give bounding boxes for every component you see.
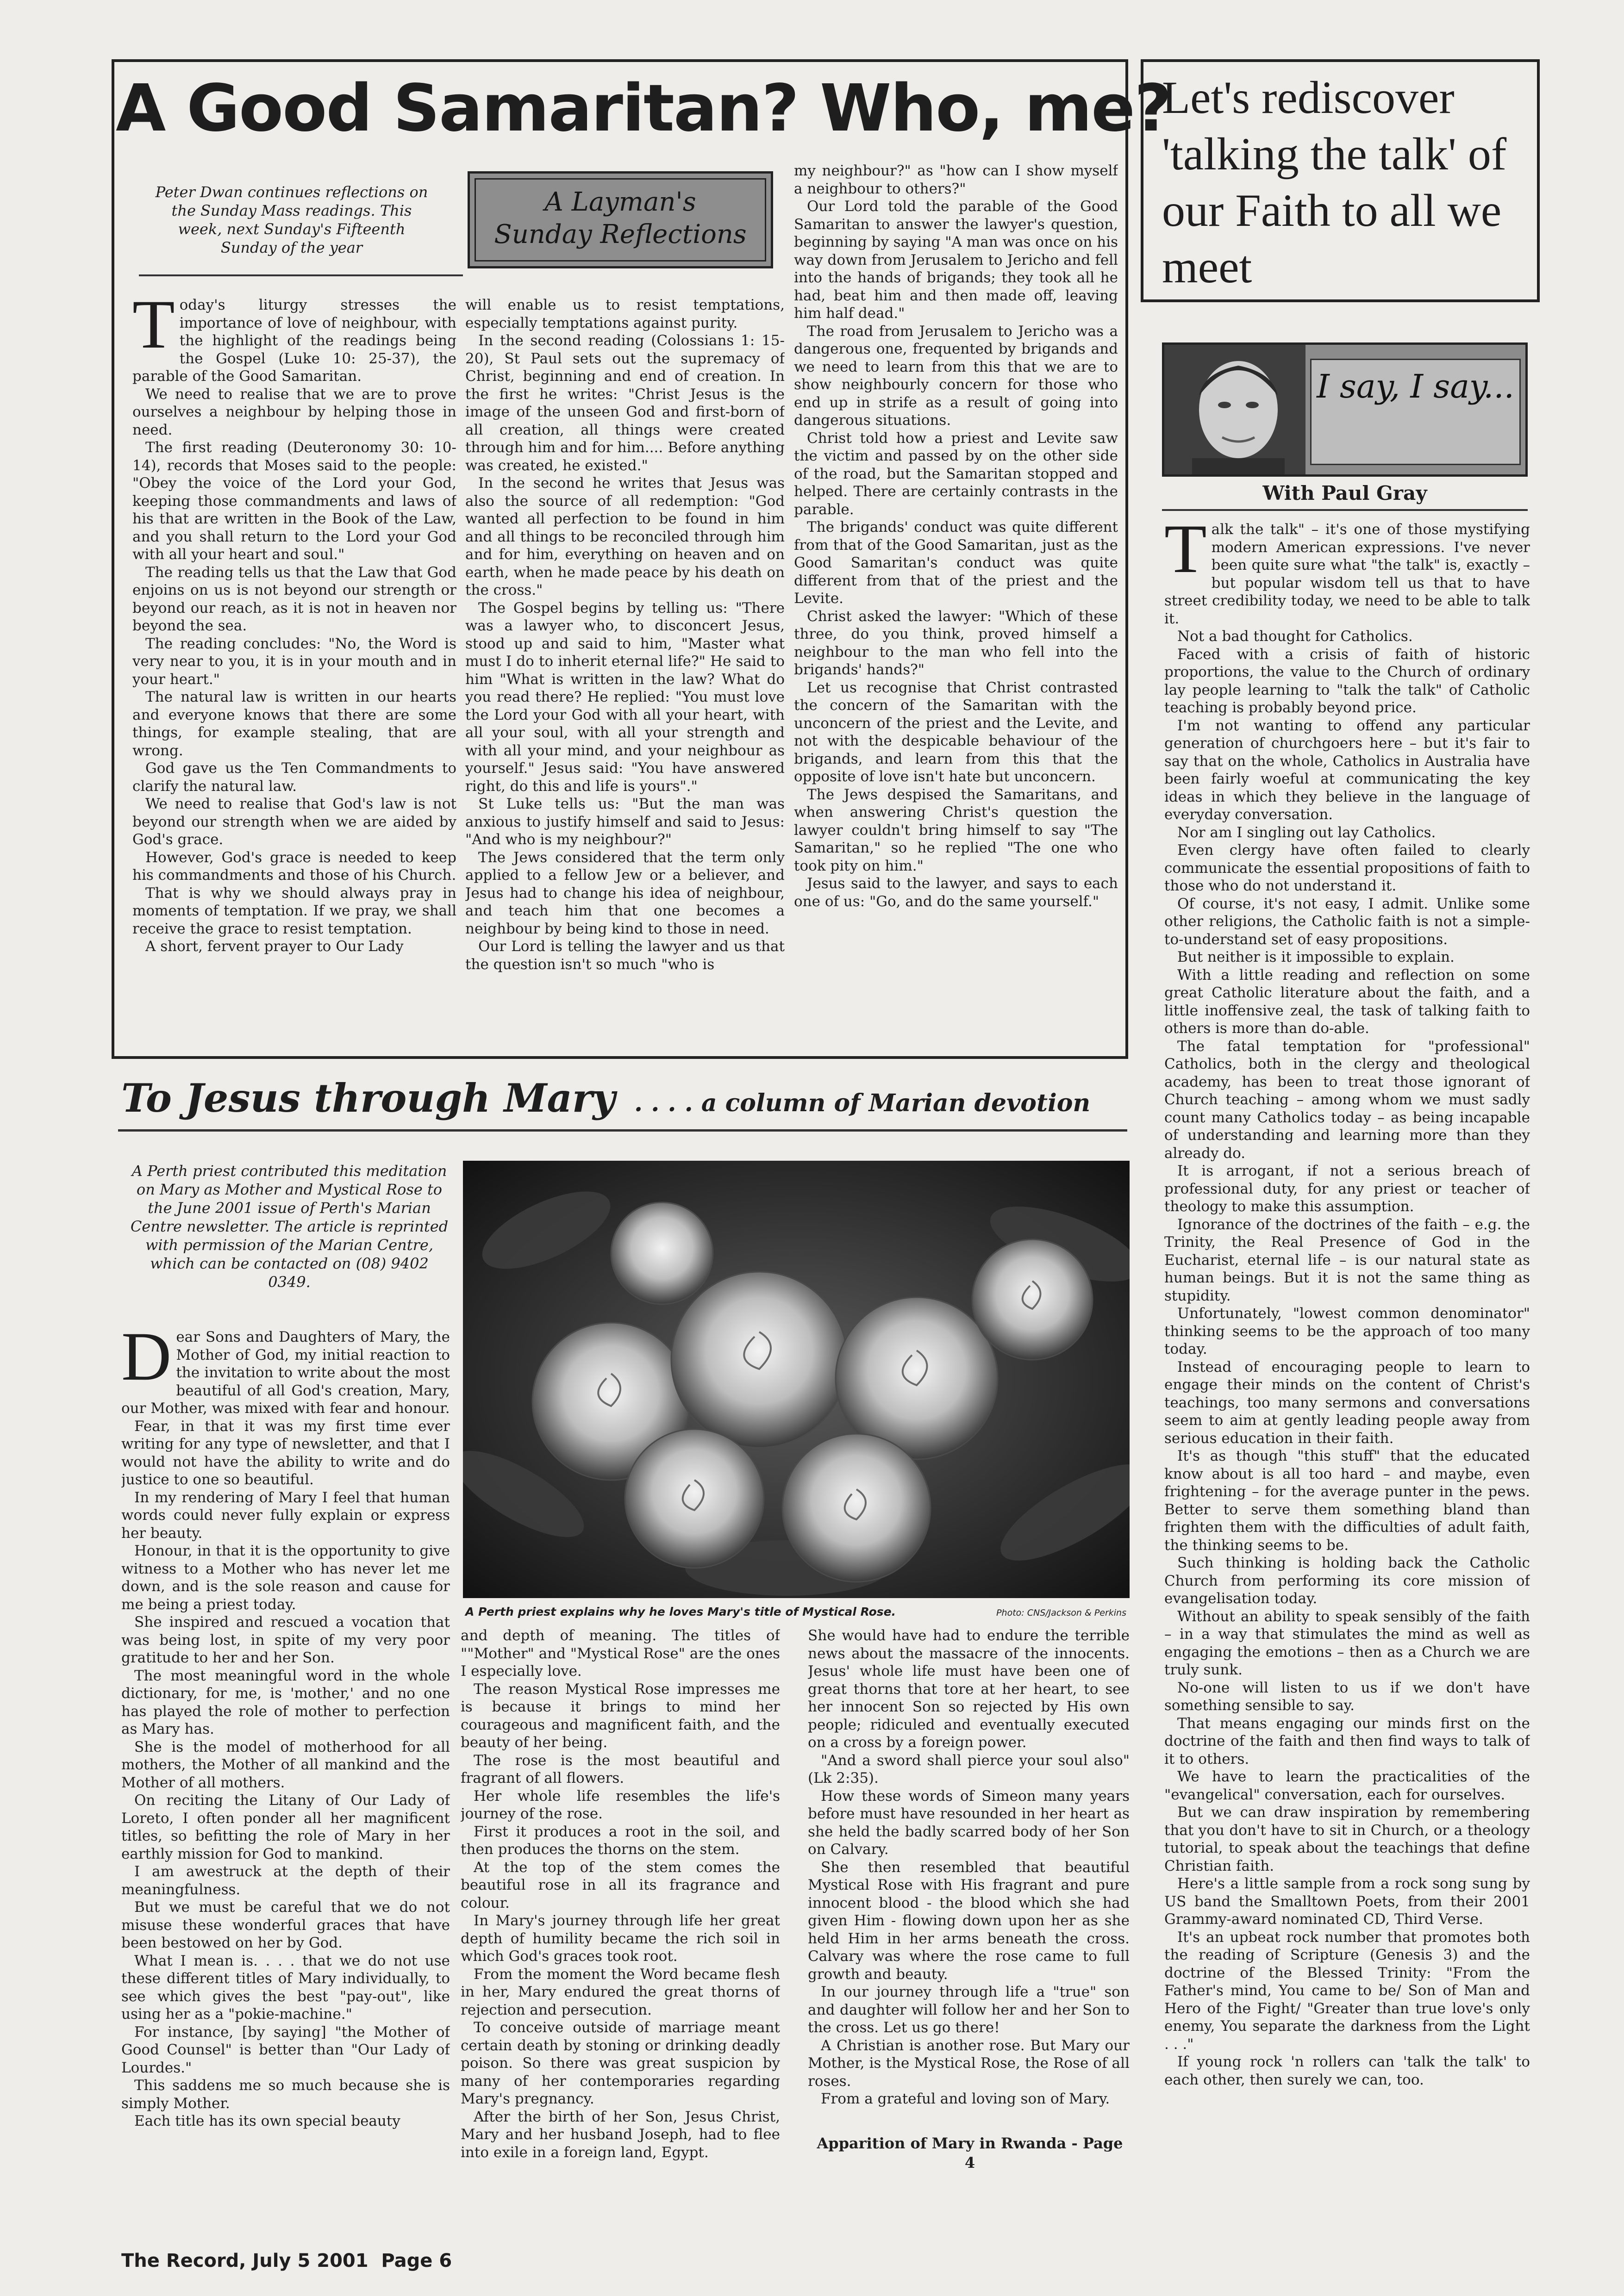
- paragraph: What I mean is. . . . that we do not use these different titles of Mary individually, to see which gives the best "pay-out", like using her as a "pokie-machine.": [121, 1952, 450, 2022]
- badge-line2: Sunday Reflections: [494, 219, 747, 249]
- paragraph: Christ asked the lawyer: "Which of these three, do you think, proved himself a neighbour to the man who fell into the brigands' hands?": [794, 608, 1118, 678]
- paragraph: Without an ability to speak sensibly of the faith – in a way that stimulates the mind as well as engaging the emotions – then as a Church we are truly sunk.: [1164, 1608, 1530, 1678]
- paragraph: The reason Mystical Rose impresses me is because it brings to mind her courageous and magnificent faith, and the beauty of her being.: [461, 1680, 780, 1751]
- paragraph: For instance, [by saying] "the Mother of Good Counsel" is better than "Our Lady of Lourdes.": [121, 2023, 450, 2076]
- paragraph: Nor am I singling out lay Catholics.: [1177, 824, 1436, 841]
- paragraph: The most meaningful word in the whole dictionary, for me, is 'mother,' and no one has played the role of mother to perfection as Mary has.: [121, 1667, 450, 1737]
- samaritan-headline: A Good Samaritan? Who, me?: [116, 71, 1171, 146]
- paragraph: St Luke tells us: "But the man was anxious to justify himself and said to Jesus: "And who is my neighbour?": [465, 796, 785, 848]
- paragraph: From the moment the Word became flesh in her, Mary endured the great thorns of rejection and persecution.: [461, 1966, 780, 2018]
- author-portrait: [1164, 345, 1305, 474]
- paragraph: Such thinking is holding back the Catholic Church from performing its core mission of evangelisation today.: [1164, 1555, 1530, 1607]
- paragraph: After the birth of her Son, Jesus Christ, Mary and her husband Joseph, had to flee into exile in a foreign land, Egypt.: [461, 2108, 780, 2161]
- samaritan-dropcap: T: [132, 296, 175, 363]
- paragraph: ear Sons and Daughters of Mary, the Mother of God, my initial reaction to the invitation to write about the most beautiful of all God's creation, Mary, our Mother, was mixed with fear and honour.: [121, 1329, 450, 1417]
- paragraph: In the second he writes that Jesus was also the source of all redemption: "God wanted all perfection to be found in him and all things to be reconciled through him and for him, everything on heaven and on earth, when he made peace by his death on the cross.": [465, 475, 785, 598]
- author-photo: [1164, 345, 1305, 474]
- paragraph: I am awestruck at the depth of their meaningfulness.: [121, 1863, 450, 1898]
- paragraph: To conceive outside of marriage meant certain death by stoning or drinking deadly poison. So there was great suspicion by many of her contemporaries regarding Mary's pregnancy.: [461, 2019, 780, 2107]
- paragraph: Fear, in that it was my first time ever writing for any type of newsletter, and that I would not have the ability to write and do justice to one so beautiful.: [121, 1418, 450, 1488]
- paragraph: Instead of encouraging people to learn to engage their minds on the content of Christ's teachings, too many sermons and conversations seem to aim at gently leading people away from serious education in their faith.: [1164, 1358, 1530, 1447]
- marian-intro: A Perth priest contributed this meditation on Mary as Mother and Mystical Rose to the June 2001 issue of Perth's Marian Centre newsletter. The article is reprinted with permission of the Marian Centre, which can be contacted on (08) 9402 0349.: [130, 1162, 449, 1291]
- samaritan-column-1: [132, 296, 456, 1055]
- talk-body: [1164, 521, 1530, 2224]
- paragraph: She is the model of motherhood for all mothers, the Mother of all mankind and the Mother of all mothers.: [121, 1738, 450, 1791]
- paragraph: If young rock 'n rollers can 'talk the talk' to each other, then surely we can, too.: [1164, 2053, 1530, 2088]
- paragraph: A short, fervent prayer to Our Lady: [145, 938, 404, 955]
- paragraph: It is arrogant, if not a serious breach of professional duty, for any priest or teacher of theology to make this assumption.: [1164, 1163, 1530, 1215]
- paragraph: That means engaging our minds first on the doctrine of the faith and then find ways to talk of it to others.: [1164, 1715, 1530, 1767]
- samaritan-intro: Peter Dwan continues reflections on the Sunday Mass readings. This week, next Sunday's Fifteenth Sunday of the year: [155, 183, 428, 256]
- paragraph: The Gospel begins by telling us: "There was a lawyer who, to disconcert Jesus, stood up and said to him, "Master what must I do to inherit eternal life?" He said to him "What is written in the law? What do you read there? He replied: "You must love the Lord your God with all your heart, with all your soul, with all your strength and with all your mind, and your neighbour as yourself." Jesus said: "You have answered right, do this and life is yours".": [465, 599, 785, 795]
- paragraph: The natural law is written in our hearts and everyone knows that there are some things, for example stealing, that are wrong.: [132, 689, 456, 759]
- marian-headline-rule: [118, 1129, 1127, 1132]
- talk-dropcap: T: [1164, 521, 1207, 587]
- continued-reference: Apparition of Mary in Rwanda - Page 4: [817, 2134, 1123, 2172]
- paragraph: We have to learn the practicalities of the "evangelical" conversation, each for ourselves.: [1164, 1768, 1530, 1803]
- photo-caption: A Perth priest explains why he loves Mary's title of Mystical Rose.: [465, 1605, 896, 1618]
- paragraph: Christ told how a priest and Levite saw the victim and passed by on the other side of the road, but the Samaritan stopped and helped. There are certainly contrasts in the parable.: [794, 429, 1118, 518]
- paragraph: Jesus said to the lawyer, and says to each one of us: "Go, and do the same yourself.": [794, 875, 1118, 910]
- paragraph: "And a sword shall pierce your soul also" (Lk 2:35).: [808, 1752, 1130, 1786]
- paragraph: In Mary's journey through life her great depth of humility became the rich soil in which God's graces took root.: [461, 1912, 780, 1965]
- paragraph: Of course, it's not easy, I admit. Unlike some other religions, the Catholic faith is not a simple-to-understand set of easy propositions.: [1164, 895, 1530, 948]
- paragraph: But we must be careful that we do not misuse these wonderful graces that have been bestowed on her by God.: [121, 1899, 450, 1951]
- paragraph: will enable us to resist temptations, especially temptations against purity.: [465, 297, 785, 331]
- paragraph: The brigands' conduct was quite different from that of the Good Samaritan, just as the Good Samaritan's conduct was quite different from that of the priest and the Levite.: [794, 519, 1118, 607]
- talk-headline: Let's rediscover 'talking the talk' of our Faith to all we meet: [1162, 72, 1507, 292]
- paragraph: First it produces a root in the soil, and then produces the thorns on the stem.: [461, 1823, 780, 1858]
- paragraph: It's as though "this stuff" that the educated know about is all too hard – and maybe, even frightening – for the average punter in the pews. Better to serve them something bland than frighten them with the difficulties of adult faith, the thinking seems to be.: [1164, 1448, 1530, 1554]
- paragraph: Each title has its own special beauty: [134, 2113, 400, 2129]
- paragraph: We need to realise that we are to prove ourselves a neighbour by helping those in need.: [132, 386, 456, 438]
- paragraph: Faced with a crisis of faith of historic proportions, the value to the Church of ordinary lay people learning to "talk the talk" of Catholic teaching is probably beyond price.: [1164, 646, 1530, 716]
- paragraph: She would have had to endure the terrible news about the massacre of the innocents. Jesus' whole life must have been one of great thorns that tore at her heart, to see her innocent Son so rejected by His own people; ridiculed and eventually executed on a cross by a foreign power.: [808, 1627, 1130, 1751]
- marian-column-2: [461, 1627, 780, 2245]
- marian-column-1: [121, 1328, 450, 2245]
- talk-byline: With Paul Gray: [1262, 482, 1427, 504]
- paragraph: She then resembled that beautiful Mystical Rose with His fragrant and pure innocent blood - the blood which she had given Him - flowing down upon her as she held Him in her arms beneath the cross. Calvary was where the rose came to full growth and beauty.: [808, 1859, 1130, 1983]
- paragraph: But we can draw inspiration by remembering that you don't have to sit in Church, or a theology tutorial, to speak about the teachings that define Christian faith.: [1164, 1804, 1530, 1874]
- paragraph: Let us recognise that Christ contrasted the concern of the Samaritan with the unconcern of the priest and the Levite, and not with the despicable behaviour of the brigands, and learn from this that the opposite of love isn't hate but unconcern.: [794, 679, 1118, 785]
- paragraph: In my rendering of Mary I feel that human words could never fully explain or express her beauty.: [121, 1489, 450, 1542]
- badge-line1: A Layman's: [544, 187, 696, 217]
- paragraph: It's an upbeat rock number that promotes both the reading of Scripture (Genesis 3) and the doctrine of the Blessed Trinity: "From the Father's mind, You came to be/ Son of Man and Hero of the Fight/ "Greater than true love's only enemy, You separate the darkness from the Light . . .": [1164, 1929, 1530, 2053]
- samaritan-intro-rule: [139, 274, 463, 276]
- paragraph: The reading tells us that the Law that God enjoins on us is not beyond our strength or beyond our reach, as it is not in heaven nor beyond the sea.: [132, 564, 456, 634]
- rose-photo: [463, 1161, 1130, 1598]
- paragraph: alk the talk" – it's one of those mystifying modern American expressions. I've never been quite sure what "the talk" is, exactly – but popular wisdom tell us that to have street credibility today, we need to be able to talk it.: [1164, 521, 1530, 627]
- paragraph: At the top of the stem comes the beautiful rose in all its fragrance and colour.: [461, 1859, 780, 1911]
- paragraph: How these words of Simeon many years before must have resounded in her heart as she held the badly scarred body of her Son on Calvary.: [808, 1787, 1130, 1858]
- paragraph: Not a bad thought for Catholics.: [1177, 628, 1413, 645]
- paragraph: No-one will listen to us if we don't have something sensible to say.: [1164, 1679, 1530, 1714]
- paragraph: The fatal temptation for "professional" Catholics, both in the clergy and theological academy, has been to treat those ignorant of Church teaching – among whom we must sadly count many Catholics today – as being incapable of understanding and learning more than they already do.: [1164, 1038, 1530, 1162]
- marian-subhead: . . . . a column of Marian devotion: [634, 1089, 1091, 1117]
- rose-image: [463, 1161, 1130, 1598]
- marian-dropcap: D: [121, 1328, 172, 1395]
- paragraph: We need to realise that God's law is not beyond our strength when we are aided by God's grace.: [132, 796, 456, 848]
- paragraph: I'm not wanting to offend any particular generation of churchgoers here – but it's fair to say that on the whole, Catholics in Australia have been fairly woeful at communicating the key ideas in which they believe in the language of everyday conversation.: [1164, 717, 1530, 823]
- talk-byline-rule: [1162, 509, 1528, 511]
- paragraph: In our journey through life a "true" son and daughter will follow her and her Son to the cross. Let us go there!: [808, 1984, 1130, 2036]
- paragraph: This saddens me so much because she is simply Mother.: [121, 2077, 450, 2112]
- paragraph: Even clergy have often failed to clearly communicate the essential propositions of faith to those who do not understand it.: [1164, 842, 1530, 894]
- photo-credit: Photo: CNS/Jackson & Perkins: [996, 1608, 1126, 1618]
- paragraph: The reading concludes: "No, the Word is very near to you, it is in your mouth and in your heart.": [132, 635, 456, 688]
- paragraph: Unfortunately, "lowest common denominator" thinking seems to be the approach of too many today.: [1164, 1305, 1530, 1357]
- paragraph: my neighbour?" as "how can I show myself a neighbour to others?": [794, 162, 1118, 197]
- paragraph: Her whole life resembles the life's journey of the rose.: [461, 1787, 780, 1822]
- samaritan-column-2: [465, 296, 785, 1055]
- talk-badge: [1162, 342, 1528, 477]
- badge-text: I say, I say...: [1310, 359, 1521, 465]
- paragraph: But neither is it impossible to explain.: [1177, 949, 1455, 965]
- paragraph: Here's a little sample from a rock song sung by US band the Smalltown Poets, from their 2001 Grammy-award nominated CD, Third Verse.: [1164, 1875, 1530, 1928]
- paragraph: On reciting the Litany of Our Lady of Loreto, I often ponder all her magnificent titles, so befitting the role of Mary in her earthly mission for God to mankind.: [121, 1792, 450, 1862]
- paragraph: The rose is the most beautiful and fragrant of all flowers.: [461, 1752, 780, 1786]
- samaritan-badge: [468, 171, 773, 268]
- paragraph: God gave us the Ten Commandments to clarify the natural law.: [132, 760, 456, 795]
- page-footer: The Record, July 5 2001 Page 6: [121, 2250, 452, 2271]
- paragraph: She inspired and rescued a vocation that was being lost, in spite of my very poor gratitude to her and her Son.: [121, 1614, 450, 1666]
- paragraph: The Jews considered that the term only applied to a fellow Jew or a believer, and Jesus had to change his idea of neighbour, and teach him that one becomes a neighbour by being kind to those in need.: [465, 849, 785, 937]
- paragraph: oday's liturgy stresses the importance of love of neighbour, with the highlight of the readings being the Gospel (Luke 10: 25-37), the parable of the Good Samaritan.: [132, 297, 456, 385]
- samaritan-column-3: [794, 162, 1118, 1055]
- paragraph: and depth of meaning. The titles of ""Mother" and "Mystical Rose" are the ones I especially love.: [461, 1627, 780, 1680]
- marian-column-3: [808, 1627, 1130, 2131]
- paragraph: The Jews despised the Samaritans, and when answering Christ's question the lawyer couldn't bring himself to say "The Samaritan," so he replied "The one who took pity on him.": [794, 786, 1118, 874]
- paragraph: Our Lord told the parable of the Good Samaritan to answer the lawyer's question, beginning by saying "A man was once on his way down from Jerusalem to Jericho and fell into the hands of brigands; they took all he had, beat him and then made off, leaving him half dead.": [794, 198, 1118, 322]
- paragraph: From a grateful and loving son of Mary.: [821, 2091, 1110, 2107]
- paragraph: That is why we should always pray in moments of temptation. If we pray, we shall receive the grace to resist temptation.: [132, 884, 456, 937]
- paragraph: The first reading (Deuteronomy 30: 10-14), records that Moses said to the people: "Obey the voice of the Lord your God, keeping those commandments and laws of his that are written in the Book of the Law, and you shall return to the Lord your God with all your heart and soul.": [132, 439, 456, 563]
- paragraph: The road from Jerusalem to Jericho was a dangerous one, frequented by brigands and we need to learn from this that we are to show neighbourly concern for those who end up in strife as a result of going into dangerous situations.: [794, 323, 1118, 429]
- paragraph: With a little reading and reflection on some great Catholic literature about the faith, and a little inoffensive zeal, the task of talking faith to others is more than do-able.: [1164, 966, 1530, 1037]
- marian-headline: To Jesus through Mary: [121, 1075, 615, 1121]
- paragraph: Honour, in that it is the opportunity to give witness to a Mother who has never let me down, and is the sole reason and cause for me being a priest today.: [121, 1543, 450, 1613]
- paragraph: In the second reading (Colossians 1: 15-20), St Paul sets out the supremacy of Christ, beginning and end of creation. In the first he writes: "Christ Jesus is the image of the unseen God and first-born of all creation, all things were created through him and for him.... Before anything was created, he existed.": [465, 332, 785, 474]
- paragraph: A Christian is another rose. But Mary our Mother, is the Mystical Rose, the Rose of all roses.: [808, 2037, 1130, 2090]
- paragraph: Our Lord is telling the lawyer and us that the question isn't so much "who is: [465, 938, 785, 973]
- paragraph: Ignorance of the doctrines of the faith – e.g. the Trinity, the Real Presence of God in the Eucharist, eternal life – is our natural state as human beings. But it is not the same thing as stupidity.: [1164, 1216, 1530, 1304]
- paragraph: However, God's grace is needed to keep his commandments and those of his Church.: [132, 849, 456, 884]
